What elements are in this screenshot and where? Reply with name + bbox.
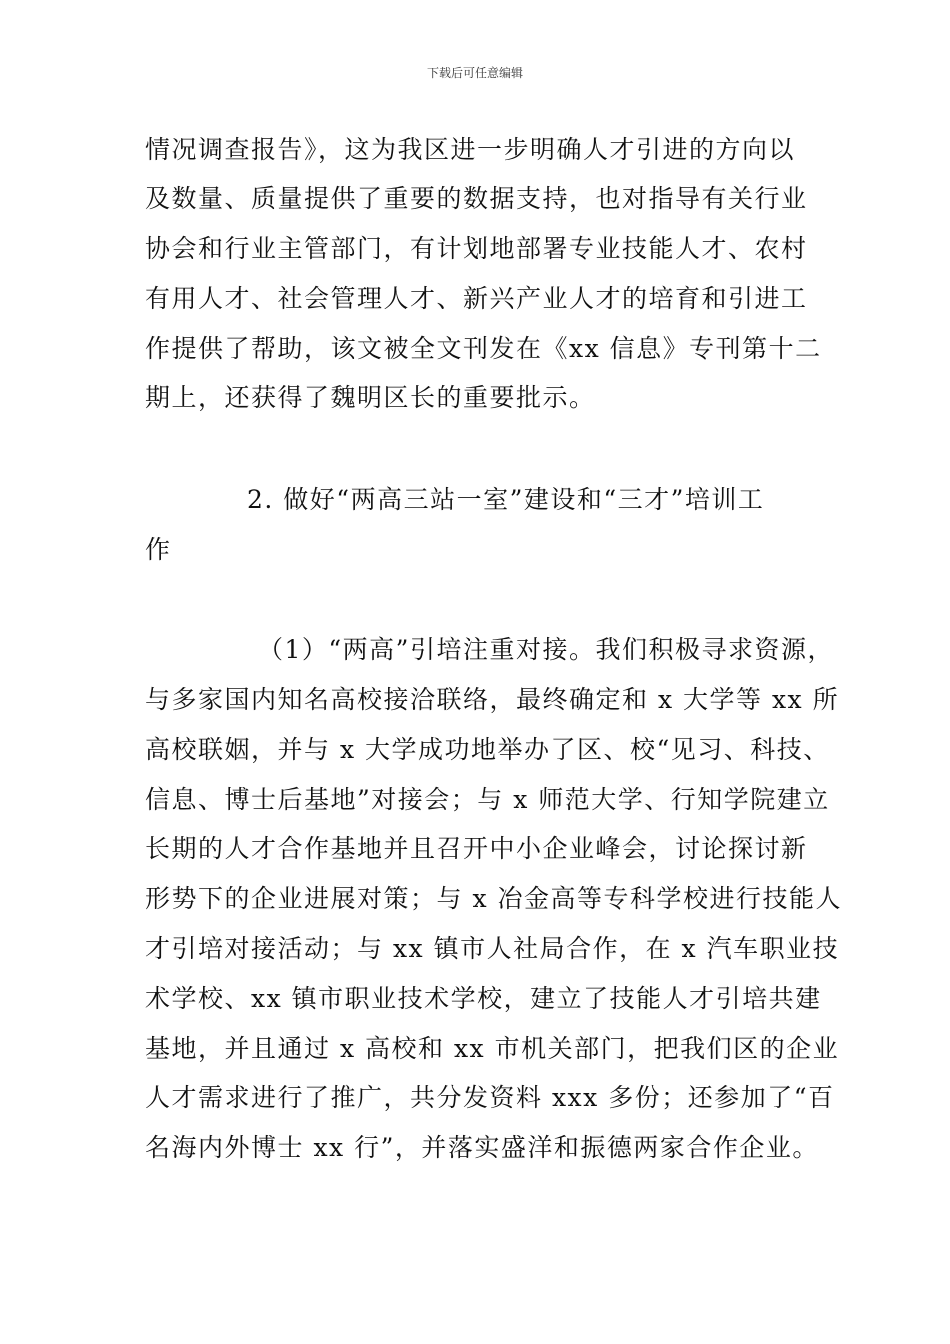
paragraph-line: 才引培对接活动；与 xx 镇市人社局合作，在 x 汽车职业技 xyxy=(145,934,840,963)
paragraph-line: 有用人才、社会管理人才、新兴产业人才的培育和引进工 xyxy=(145,284,808,313)
paragraph-line: 长期的人才合作基地并且召开中小企业峰会，讨论探讨新 xyxy=(145,834,808,863)
paragraph-line: 期上，还获得了魏明区长的重要批示。 xyxy=(145,383,596,412)
paragraph-line: （1）“两高”引培注重对接。我们积极寻求资源， xyxy=(258,635,834,664)
section-heading-line: 作 xyxy=(145,535,172,564)
paragraph-line: 人才需求进行了推广，共分发资料 xxx 多份；还参加了“百 xyxy=(145,1083,835,1112)
paragraph-line: 与多家国内知名高校接洽联络，最终确定和 x 大学等 xx 所 xyxy=(145,685,840,714)
paragraph-line: 基地，并且通过 x 高校和 xx 市机关部门，把我们区的企业 xyxy=(145,1034,840,1063)
paragraph-line: 情况调查报告》，这为我区进一步明确人才引进的方向以 xyxy=(145,135,796,164)
paragraph-line: 名海内外博士 xx 行”，并落实盛洋和振德两家合作企业。 xyxy=(145,1133,819,1162)
paragraph-line: 信息、博士后基地”对接会；与 x 师范大学、行知学院建立 xyxy=(145,785,830,814)
paragraph-line: 术学校、xx 镇市职业技术学校，建立了技能人才引培共建 xyxy=(145,984,822,1013)
paragraph-line: 及数量、质量提供了重要的数据支持，也对指导有关行业 xyxy=(145,184,808,213)
page-header-note: 下载后可任意编辑 xyxy=(426,66,523,80)
paragraph-line: 形势下的企业进展对策；与 x 冶金高等专科学校进行技能人 xyxy=(145,884,842,913)
paragraph-line: 高校联姻，并与 x 大学成功地举办了区、校“见习、科技、 xyxy=(145,735,830,764)
section-heading-line: 2. 做好“两高三站一室”建设和“三才”培训工 xyxy=(247,485,765,514)
paragraph-line: 协会和行业主管部门，有计划地部署专业技能人才、农村 xyxy=(145,234,808,263)
paragraph-line: 作提供了帮助，该文被全文刊发在《xx 信息》专刊第十二 xyxy=(145,334,822,363)
